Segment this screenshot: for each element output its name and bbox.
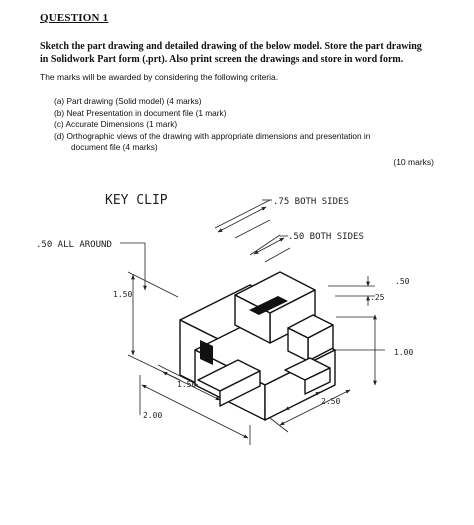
extension-line [250, 235, 280, 255]
criteria-item: (c) Accurate Dimensions (1 mark) [54, 119, 178, 129]
criteria-item: (a) Part drawing (Solid model) (4 marks) [54, 96, 202, 106]
criteria-item: (d) Orthographic views of the drawing with appropriate dimensions and presentation in [54, 130, 371, 141]
dim-150-bottom: 1.50 [177, 380, 197, 389]
instructions-line-1: Sketch the part drawing and detailed drawing of the below model. Store the part drawing [40, 41, 422, 52]
question-instructions [40, 40, 440, 66]
dim-150-left: 1.50 [113, 290, 133, 299]
question-heading: QUESTION 1 [40, 12, 109, 24]
dim-100-right: 1.00 [394, 348, 414, 357]
dim-050-all-around: .50 ALL AROUND [36, 240, 112, 250]
dim-050-right: .50 [395, 277, 410, 286]
criteria-intro: The marks will be awarded by considering the following criteria. [40, 72, 279, 82]
extension-line [235, 220, 270, 238]
dimension-line [254, 238, 284, 254]
extension-line [270, 418, 288, 432]
drawing-title: KEY CLIP [105, 193, 168, 208]
criteria-item: (b) Neat Presentation in document file (1 mark) [54, 107, 227, 118]
extension-line [265, 248, 290, 262]
total-marks: (10 marks) [393, 157, 434, 167]
key-clip-drawing [30, 180, 450, 520]
dim-200-bottom: 2.00 [143, 411, 163, 420]
dim-025-right: .25 [370, 293, 385, 302]
dim-050-both-sides: .50 BOTH SIDES [288, 232, 364, 242]
dimension-line [218, 207, 266, 232]
criteria-item-continuation: document file (4 marks) [71, 142, 158, 152]
instructions-line-2: in Solidwork Part form (.prt). Also print screen the drawings and store in word form. [40, 54, 404, 65]
extension-line [128, 272, 178, 297]
isometric-drawing-svg [30, 180, 450, 520]
criteria-list [54, 96, 370, 154]
dim-075-both-sides: .75 BOTH SIDES [273, 197, 349, 207]
dim-250-bottom: 2.50 [321, 397, 341, 406]
